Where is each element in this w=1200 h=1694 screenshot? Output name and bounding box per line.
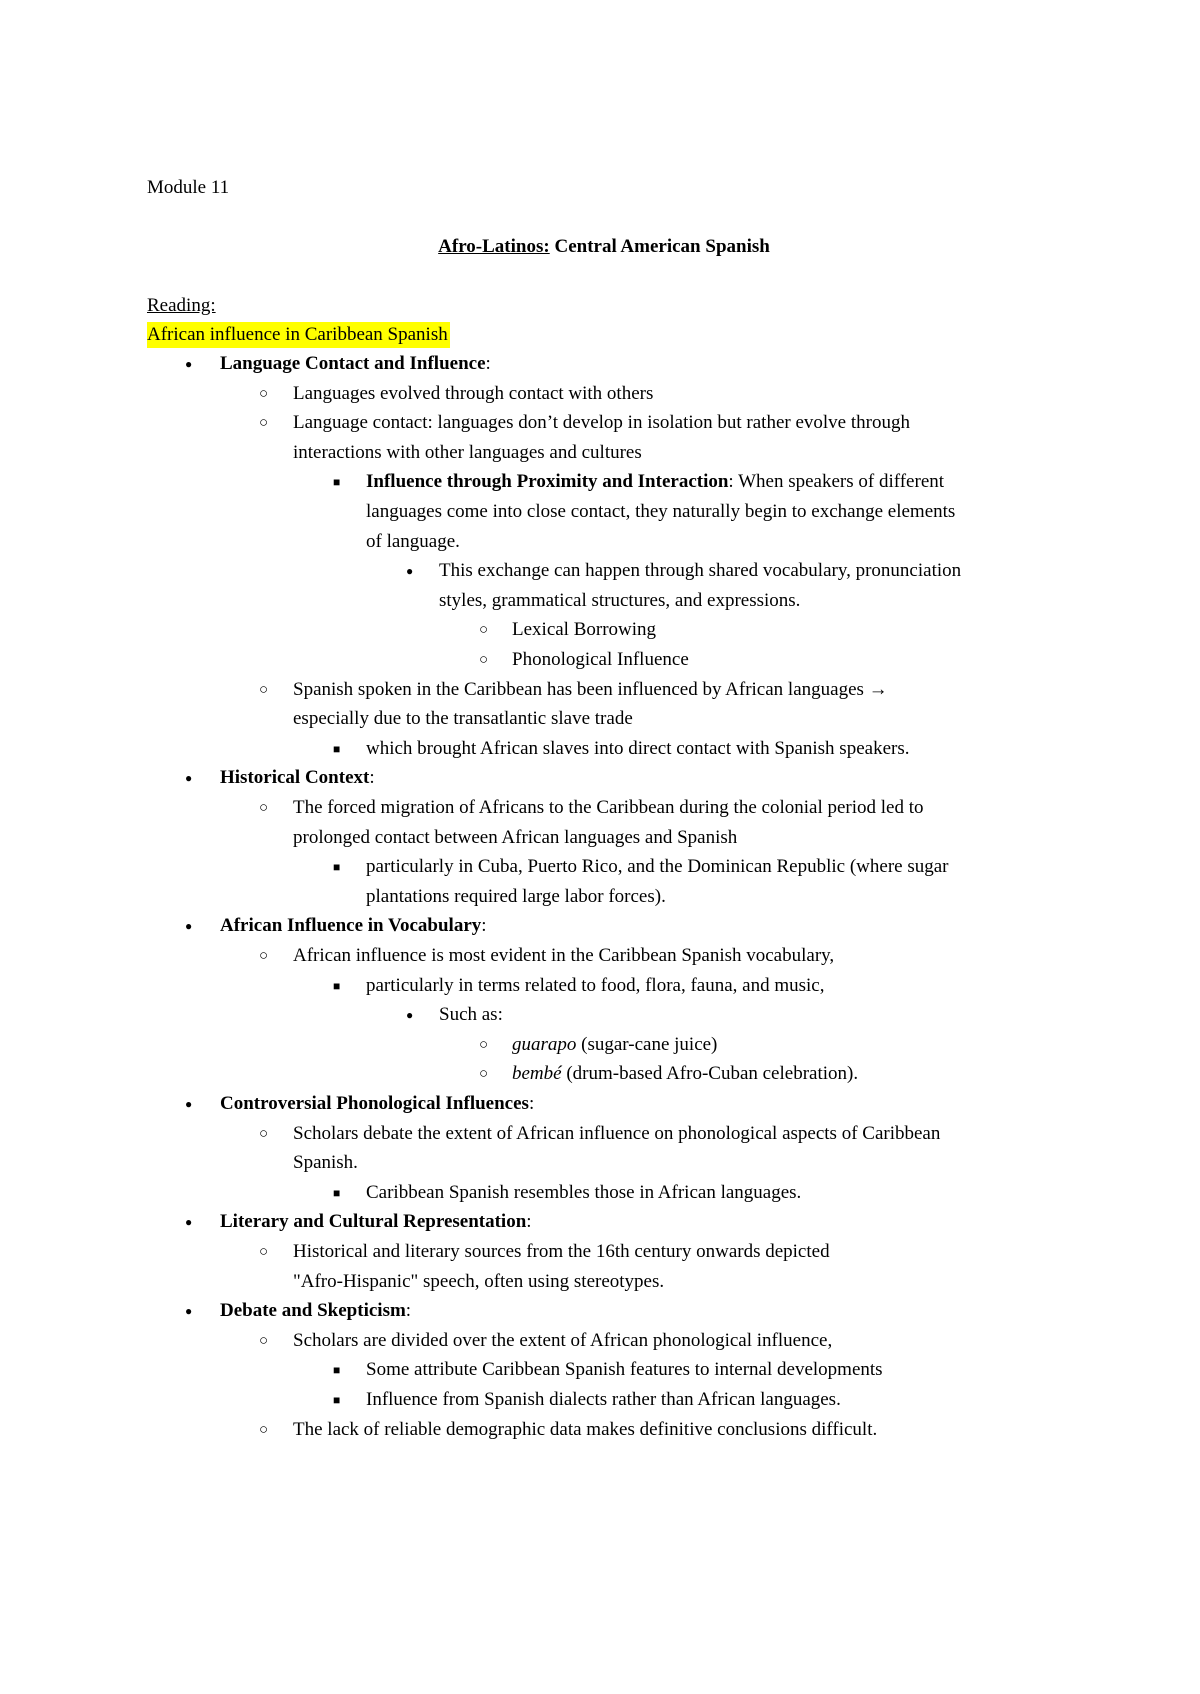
circle-bullet-icon	[479, 1032, 488, 1058]
circle-bullet-icon	[259, 410, 268, 436]
list-item-text: Scholars debate the extent of African influence on phonological aspects of Caribbean	[293, 1123, 941, 1144]
list-item	[512, 1061, 858, 1087]
list-item	[220, 765, 375, 791]
list-item-text: Lexical Borrowing	[512, 619, 657, 640]
square-bullet-icon	[333, 1180, 340, 1206]
document-title	[0, 234, 1200, 260]
circle-bullet-icon	[259, 795, 268, 821]
list-item-text: :	[369, 767, 375, 788]
title-rest: Central American Spanish	[549, 236, 770, 257]
list-item-term: Language Contact and Influence	[220, 353, 486, 374]
disc-bullet-icon	[406, 558, 413, 584]
list-item-text: plantations required large labor forces).	[366, 886, 666, 907]
list-item-text: prolonged contact between African languages and Spanish	[293, 827, 738, 848]
list-item-text: This exchange can happen through shared vocabulary, pronunciation	[439, 560, 962, 581]
list-item-text: (sugar-cane juice)	[576, 1034, 718, 1055]
square-bullet-icon	[333, 736, 340, 762]
list-item-word: guarapo	[512, 1034, 577, 1055]
circle-bullet-icon	[479, 647, 488, 673]
title-underlined: Afro-Latinos:	[438, 236, 550, 257]
list-item	[293, 943, 834, 969]
list-item-text: African influence is most evident in the Caribbean Spanish vocabulary,	[293, 945, 835, 966]
list-item	[293, 825, 737, 851]
list-item-text: interactions with other languages and cultures	[293, 442, 642, 463]
circle-bullet-icon	[259, 1417, 268, 1443]
list-item-text: "Afro-Hispanic" speech, often using stereotypes.	[293, 1271, 665, 1292]
list-item	[366, 529, 460, 555]
list-item	[439, 558, 961, 584]
list-item	[220, 1209, 532, 1235]
disc-bullet-icon	[185, 765, 192, 791]
list-item-text: (drum-based Afro-Cuban celebration).	[561, 1063, 859, 1084]
list-item-text: Phonological Influence	[512, 649, 689, 670]
square-bullet-icon	[333, 469, 340, 495]
circle-bullet-icon	[259, 1121, 268, 1147]
list-item-term: Controversial Phonological Influences	[220, 1093, 529, 1114]
list-item-text: :	[485, 353, 491, 374]
list-item	[293, 410, 910, 436]
list-item	[366, 854, 949, 880]
list-item	[366, 1180, 801, 1206]
list-item-text: The forced migration of Africans to the Caribbean during the colonial period led to	[293, 797, 924, 818]
list-item-text: :	[405, 1300, 412, 1321]
list-item-text: particularly in terms related to food, flora, fauna, and music,	[366, 975, 825, 996]
list-item	[439, 1002, 503, 1028]
disc-bullet-icon	[185, 1091, 192, 1117]
list-item-text: of language.	[366, 531, 460, 552]
list-item-text: Spanish spoken in the Caribbean has been influenced by African languages →	[293, 679, 888, 700]
reading-label: Reading:	[147, 295, 216, 316]
list-item-text: :	[481, 915, 487, 936]
list-item-text: Caribbean Spanish resembles those in African languages.	[366, 1182, 802, 1203]
square-bullet-icon	[333, 1357, 340, 1383]
square-bullet-icon	[333, 854, 340, 880]
list-item-word: bembé	[512, 1063, 562, 1084]
list-item	[293, 706, 633, 732]
highlighted-heading: African influence in Caribbean Spanish	[147, 322, 450, 348]
list-item-text: Such as:	[439, 1004, 503, 1025]
list-item-term: Historical Context	[220, 767, 370, 788]
list-item-text: Languages evolved through contact with others	[293, 383, 654, 404]
list-item-term: African Influence in Vocabulary	[220, 915, 482, 936]
list-item	[293, 1328, 832, 1354]
list-item-term: Debate and Skepticism	[220, 1300, 406, 1321]
list-item	[512, 647, 689, 673]
list-item	[293, 1417, 877, 1443]
list-item	[220, 1298, 411, 1324]
list-item-text: which brought African slaves into direct contact with Spanish speakers.	[366, 738, 910, 759]
list-item	[293, 440, 642, 466]
list-item-text: especially due to the transatlantic slave trade	[293, 708, 633, 729]
disc-bullet-icon	[185, 1298, 192, 1324]
list-item	[366, 469, 944, 495]
list-item	[512, 617, 656, 643]
list-item-text: The lack of reliable demographic data makes definitive conclusions difficult.	[293, 1419, 878, 1440]
square-bullet-icon	[333, 1387, 340, 1413]
list-item-term: Influence through Proximity and Interaction	[366, 471, 729, 492]
list-item	[439, 588, 800, 614]
list-item	[512, 1032, 717, 1058]
list-item-term: Literary and Cultural Representation	[220, 1211, 527, 1232]
list-item	[220, 1091, 534, 1117]
list-item-text: Scholars are divided over the extent of African phonological influence,	[293, 1330, 833, 1351]
list-item	[366, 1387, 841, 1413]
list-item	[293, 1239, 830, 1265]
list-item	[293, 1150, 358, 1176]
list-item-text: Some attribute Caribbean Spanish features to internal developments	[366, 1359, 883, 1380]
disc-bullet-icon	[406, 1002, 413, 1028]
list-item	[293, 1269, 664, 1295]
list-item-text: languages come into close contact, they naturally begin to exchange elements	[366, 501, 956, 522]
list-item-text: :	[526, 1211, 532, 1232]
circle-bullet-icon	[479, 617, 488, 643]
circle-bullet-icon	[259, 943, 268, 969]
list-item	[366, 1357, 883, 1383]
disc-bullet-icon	[185, 1209, 192, 1235]
list-item-text: Historical and literary sources from the 16th century onwards depicted	[293, 1241, 830, 1262]
list-item	[293, 381, 653, 407]
list-item	[293, 795, 924, 821]
list-item	[293, 1121, 940, 1147]
list-item-text: Influence from Spanish dialects rather than African languages.	[366, 1389, 841, 1410]
circle-bullet-icon	[259, 1239, 268, 1265]
circle-bullet-icon	[259, 677, 268, 703]
circle-bullet-icon	[259, 1328, 268, 1354]
list-item-text: particularly in Cuba, Puerto Rico, and the Dominican Republic (where sugar	[366, 856, 949, 877]
module-label: Module 11	[147, 177, 230, 198]
list-item	[293, 677, 888, 703]
disc-bullet-icon	[185, 351, 192, 377]
list-item-text: Language contact: languages don’t develop in isolation but rather evolve through	[293, 412, 910, 433]
list-item	[220, 351, 491, 377]
disc-bullet-icon	[185, 913, 192, 939]
list-item	[366, 973, 824, 999]
list-item-text: : When speakers of different	[728, 471, 945, 492]
list-item	[220, 913, 487, 939]
list-item-text: Spanish.	[293, 1152, 358, 1173]
list-item	[366, 499, 955, 525]
square-bullet-icon	[333, 973, 340, 999]
circle-bullet-icon	[479, 1061, 488, 1087]
list-item-text: :	[528, 1093, 535, 1114]
list-item	[366, 736, 909, 762]
circle-bullet-icon	[259, 381, 268, 407]
list-item-text: styles, grammatical structures, and expressions.	[439, 590, 801, 611]
list-item	[366, 884, 666, 910]
